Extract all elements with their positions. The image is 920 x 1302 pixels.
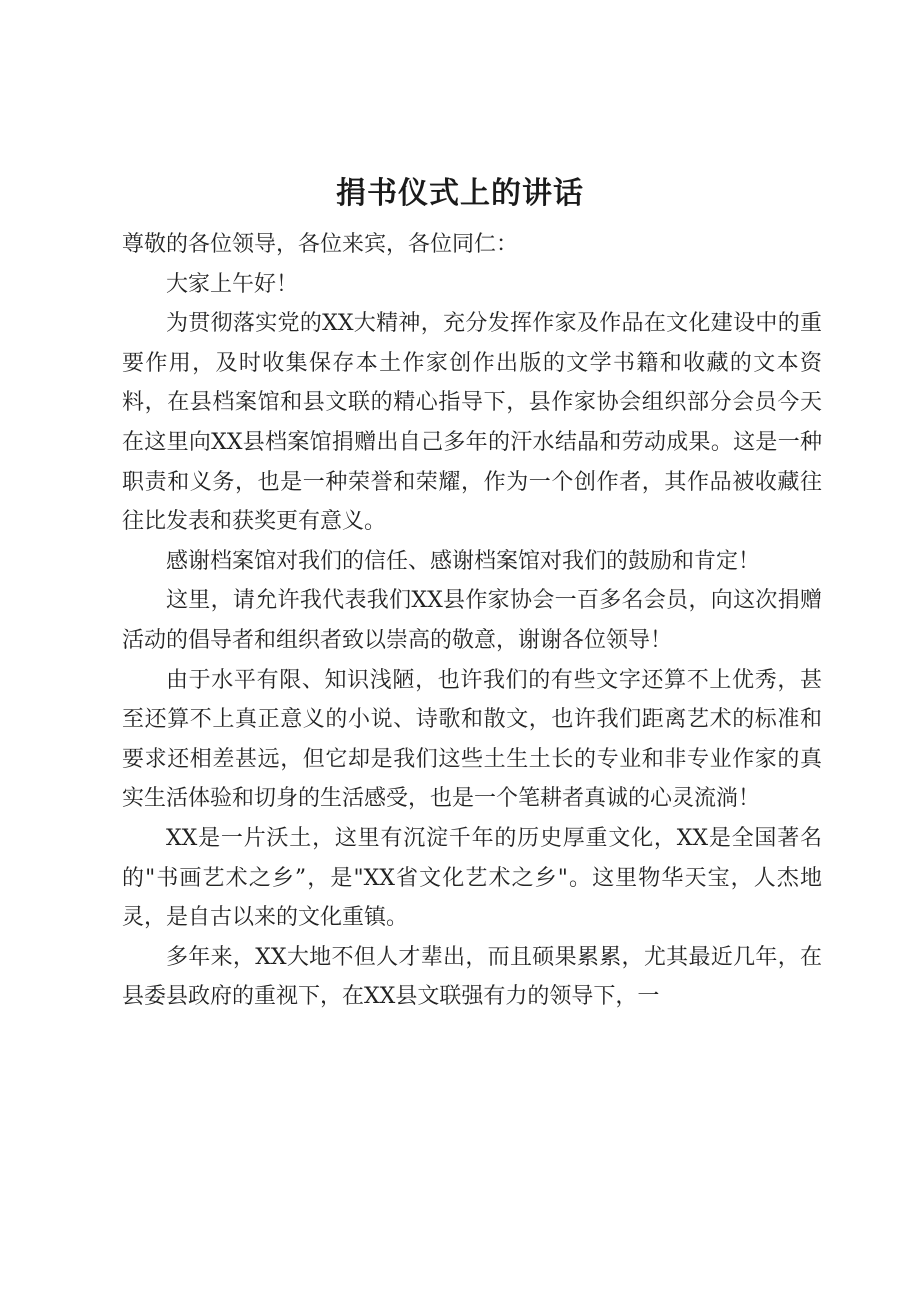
paragraph-thanks: 感谢档案馆对我们的信任、感谢档案馆对我们的鼓励和肯定！ xyxy=(166,548,761,574)
document-title: 捐书仪式上的讲话 xyxy=(336,176,584,211)
paragraph-respect: 这里，请允许我代表我们XX县作家协会一百多名会员，向这次捐赠活动的倡导者和组织者致以崇高的敬意，谢谢各位领导！ xyxy=(122,588,822,653)
paragraph-hometown: XX是一片沃土，这里有沉淀千年的历史厚重文化，XX是全国著名的"书画艺术之乡”，是"XX省文化艺术之乡"。这里物华天宝，人杰地灵，是自古以来的文化重镇。 xyxy=(122,825,822,931)
document-body xyxy=(122,225,822,1017)
paragraph-achievements: 多年来，XX大地不但人才辈出，而且硕果累累，尤其最近几年，在县委县政府的重视下，在XX县文联强有力的领导下，一 xyxy=(122,944,822,1010)
paragraph-purpose: 为贯彻落实党的XX大精神，充分发挥作家及作品在文化建设中的重要作用，及时收集保存本土作家创作出版的文学书籍和收藏的文本资料，在县档案馆和县文联的精心指导下，县作家协会组织部分会员今天在这里向XX县档案馆捐赠出自己多年的汗水结晶和劳动成果。这是一种职责和义务，也是一种荣誉和荣耀，作为一个创作者，其作品被收藏往往比发表和获奖更有意义。 xyxy=(122,311,822,535)
salutation: 尊敬的各位领导，各位来宾，各位同仁： xyxy=(122,232,519,257)
paragraph-greeting: 大家上午好！ xyxy=(166,271,299,297)
paragraph-modesty: 由于水平有限、知识浅陋，也许我们的有些文字还算不上优秀，甚至还算不上真正意义的小说、诗歌和散文，也许我们距离艺术的标准和要求还相差甚远，但它却是我们这些土生土长的专业和非专业作家的真实生活体验和切身的生活感受，也是一个笔耕者真诚的心灵流淌！ xyxy=(122,667,822,812)
